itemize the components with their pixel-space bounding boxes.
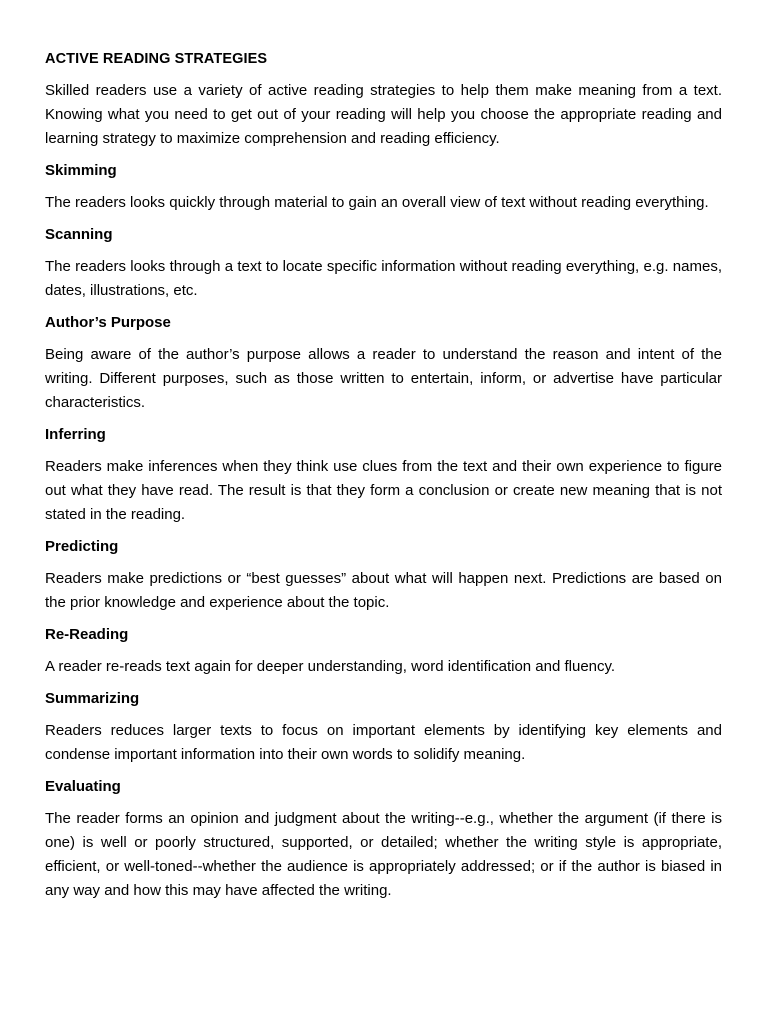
section-heading-summarizing: Summarizing [45, 690, 140, 707]
section-heading-authors-purpose: Author’s Purpose [45, 314, 171, 331]
section-body-scanning: The readers looks through a text to locate specific information without reading everything, e.g. names, dates, illustrations, etc. [45, 258, 722, 299]
section-body-evaluating: The reader forms an opinion and judgment about the writing--e.g., whether the argument (if there is one) is well or poorly structured, supported, or detailed; whether the writing style is appropriate, efficient, or well-toned--whether the audience is appropriately addressed; or if the author is biased in any way and how this may have affected the writing. [45, 810, 722, 899]
section-heading-scanning: Scanning [45, 226, 113, 243]
section-heading-inferring: Inferring [45, 426, 106, 443]
section-heading-re-reading: Re-Reading [45, 626, 129, 643]
section-heading-skimming: Skimming [45, 162, 117, 179]
section-heading-evaluating: Evaluating [45, 778, 121, 795]
intro-paragraph: Skilled readers use a variety of active reading strategies to help them make meaning from a text. Knowing what you need to get out of your reading will help you choose the appropriate reading and learning strategy to maximize comprehension and reading efficiency. [45, 82, 722, 147]
document-title: ACTIVE READING STRATEGIES [45, 51, 268, 67]
section-body-inferring: Readers make inferences when they think use clues from the text and their own experience to figure out what they have read. The result is that they form a conclusion or create new meaning that is not stated in the reading. [45, 458, 722, 523]
section-body-authors-purpose: Being aware of the author’s purpose allows a reader to understand the reason and intent of the writing. Different purposes, such as those written to entertain, inform, or advertise have particular characteristics. [45, 346, 722, 411]
section-body-summarizing: Readers reduces larger texts to focus on important elements by identifying key elements and condense important information into their own words to solidify meaning. [45, 722, 722, 763]
section-heading-predicting: Predicting [45, 538, 119, 555]
section-body-re-reading: A reader re-reads text again for deeper understanding, word identification and fluency. [45, 658, 616, 675]
section-body-skimming: The readers looks quickly through material to gain an overall view of text without reading everything. [45, 194, 709, 211]
section-body-predicting: Readers make predictions or “best guesses” about what will happen next. Predictions are based on the prior knowledge and experience about the topic. [45, 570, 722, 611]
